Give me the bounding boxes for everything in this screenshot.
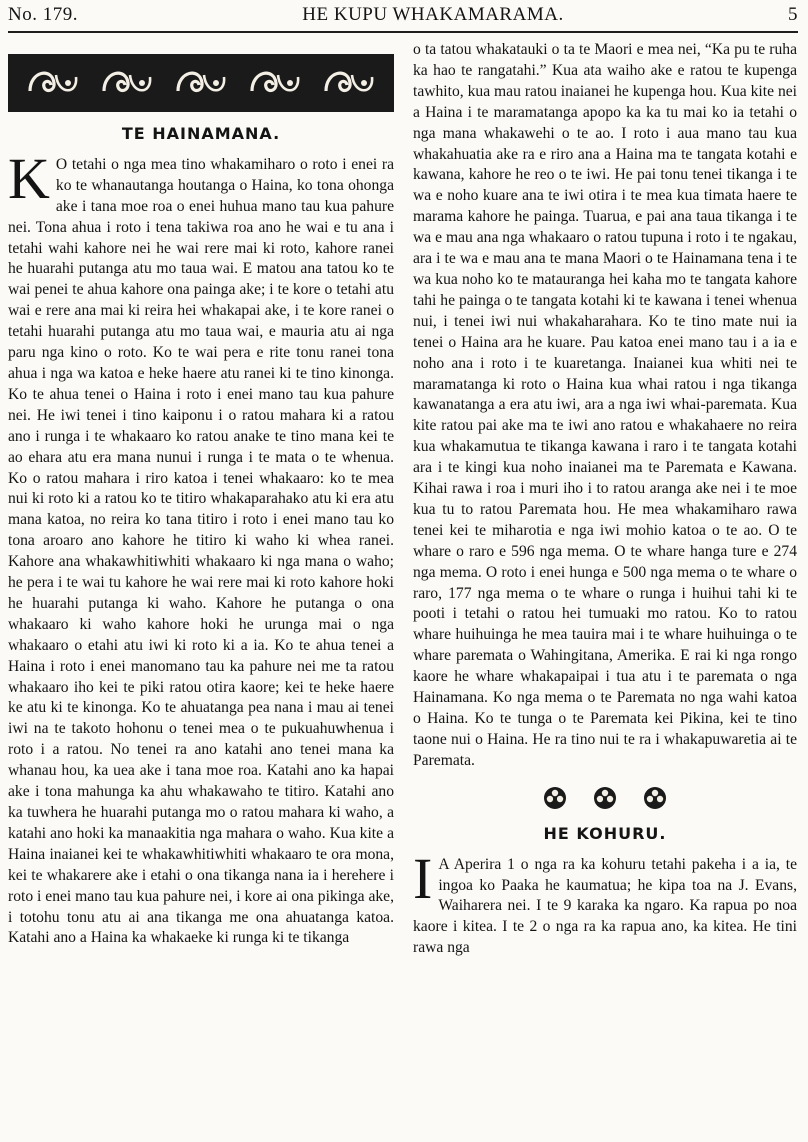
drop-cap: I	[413, 845, 433, 911]
page-header	[8, 4, 798, 28]
flower-icon	[593, 786, 617, 810]
article-title-kohuru: HE KOHURU.	[543, 823, 667, 843]
left-column	[8, 40, 394, 949]
publication-title: HE KUPU WHAKAMARAMA.	[302, 4, 564, 25]
article-body-hainamana	[8, 145, 394, 949]
flower-divider	[413, 786, 797, 810]
scroll-ornament-icon	[246, 61, 304, 105]
decorative-band	[8, 54, 394, 112]
article-body-continued: o ta tatou whakatauki o ta te Maori e mea nei, “Ka pu te ruha ka hao te rangatahi.” Kua ata waiho ake e ratou te kupenga tawhito, kua mau ratou inaianei he kupenga hou. Kua kite nei a Haina i te maramatanga apopo ka ka tu mai ko ia tetahi o nga mana whakawehi o te ao. I roto i aua mano tau kua whakahuatia ake ra e riro ana a Haina ma te tangata kotahi e kawana, kahore he reo o te iwi. He pai tonu tenei tikanga i te wa e noho kuare ana te iwi otira i te mea kua timata haere te marama kahore he painga. Tuarua, e pai ana taua tikanga i te wa e mau ana nga whakaaro o ratou tupuna i roto i te ngakau, ara i te wa e mau ana te mana Maori o te Hainamana tena i te wa kua noho ko te matauranga hei kaha mo te tangata kahore tahi he painga o te tangata kotahi ki te kawana i tenei whenua nui, i tenei iwi nui whakaharahara. Ko te tino mate nui ia tenei o Haina ara he kuare. Pau katoa enei mano tau i a ia e noho ana i roto i te kuaretanga. Inaianei kua whiti nei te maramatanga ki roto o Haina kua whai ratou i nga tikanga kawanatanga a era atu iwi, ara a nga iwi whai-paremata. Kua kite ratou pai ake ma te iwi ano ratou e whakahaere no reira kua whakamutua te tikanga kawana i raro i te tangata kotahi ara i te kingi kua noho inaianei ma te Paremata e Kawana. Kihai rawa i roa i muri iho i to ratou aranga ake nei i te moe kua tu to ratou Paremata hou. He mea whakamiharo rawa tenei kei te miharotia e nga iwi mohio katoa o te ao. O te whare o raro e 596 nga mema. O te whare hanga ture e 274 nga mema. O roto i enei hunga e 500 nga mema o te whare o raro, 177 nga mema o te whare o runga i huihui tahi ki te pooti i tetahi o ratou hei tumuaki mo ratou. Ko to ratou whare huihuinga he mea tauira mai i te whare huihuinga o te whare paremata o Wahingitana, Amerika. E rai ki nga rongo kaore he whare whakapaipai i tua atu i te paremata o nga Hainamana. Ko nga mema o te Paremata no nga wahi katoa o Haina. Ko te tunga o te Paremata kei Pikina, kei te tino taone nui o Haina. He ra tino nui te ra i whakapuwaretia ai te Paremata.	[413, 41, 797, 769]
scroll-ornament-icon	[172, 61, 230, 105]
right-column	[413, 40, 797, 959]
article-text: A Aperira 1 o nga ra ka kohuru tetahi pakeha i a ia, te ingoa ko Paaka he kaumatua; he kipa toa na J. Evans, Waiharera nei. I te 9 karaka ka ngaro. Ka rapua po noa kaore i kitea. I te 2 o nga ra ka rapua ano, ka kitea. He tini rawa nga	[413, 855, 797, 957]
flower-icon	[543, 786, 567, 810]
flower-icon	[643, 786, 667, 810]
scroll-ornament-icon	[98, 61, 156, 105]
page-number: 5	[788, 4, 798, 25]
header-rule	[8, 31, 798, 33]
scroll-ornament-icon	[24, 61, 82, 105]
article-text: O tetahi o nga mea tino whakamiharo o roto i enei ra ko te whanautanga houtanga o Haina, ko tona ohonga ake i tana moe roa o enei huhua mano tau kua pahure nei. Tona ahua i roto i tena takiwa roa ano he wai e tu ana i tetahi wahi kahore nei he wai rere mai ki roto, kahore ranei he huarahi putanga atu mo taua wai. E matou ana tatou ko te wai penei te ahua kahore ona painga ake; i te kore o tetahi atu wai e rere ana mai ki reira hei whakapai ake, i te kore ranei o tetahi huarahi putanga atu mo taua wai, e mauria atu ai nga paru nga kino o roto. Ko te wai pera e rite tonu ranei tona ahua i nga wa katoa e heke haere atu ranei ki te tino kinonga. Ko te ahua tenei o Haina i roto i enei mano tau kua pahure nei. He iwi tenei i tino kaiponu i o ratou mahara ki a ratou ano i runga i te whakaaro ko ratou anake te tino mana kei te ao ehara atu era mana nunui i runga i te mata o te whenua. Ko o ratou mahara i riro katoa i tenei whakaaro: ko te mea nui ki roto ki a ratou ko te titiro whakaparahako atu ki era atu mana katoa, no reira ko tana titiro i roto i enei mano tau ko tona aroaro ano kahore he titiro ki waho ki whea ranei. Kahore ana whakawhitiwhiti whakaaro ki nga mana o waho; he pera i te wai tu kahore he wai rere mai ki roto kahore hoki he huarahi putanga ki waho. Kahore he putanga o ona whakaaro ki waho kahore hoki he urunga mai o nga whakaaro o etahi atu iwi ki roto ki a ia. Ko te ahua tenei a Haina i roto i enei manomano tau ka pahure nei me ta ratou whakaaro iho kei te piki ratou otira kaore; kei te heke haere ke atu ki te kinonga. Ko te ahuatanga pea nana i mau ai tenei iwi na te takoto hohonu o tenei mea o te pukuahuwhenua i roto i a ratou. No tenei ra ano katahi ano tenei mana ka whanau hou, ka uea ake i tana moe roa. Katahi ano ka hapai ake i tona mahunga ka ahu whakawaho te titiro. Katahi ano ka tuwhera he huarahi putanga mo o ratou mahara ki waho, a katahi ano hoki ka manaakitia nga mahara o waho. Kua kite a Haina inaianei kei te whakawhitiwhiti whakaaro te ora mona, kei te whakarere ake i etahi o ona tikanga nana ia i herehere i roto i enei mano tau kua pahure nei, i kore ai ona pikinga ake, i totohu tonu atu ai ana tikanga me ona ahuatanga katoa. Katahi ano a Haina ka whakaeke ki runga ki te tikanga	[8, 155, 394, 947]
article-body-kohuru	[413, 845, 797, 960]
article-title-hainamana: TE HAINAMANA.	[121, 124, 281, 143]
scroll-ornament-icon	[320, 61, 378, 105]
issue-number: No. 179.	[8, 4, 78, 25]
drop-cap: K	[8, 145, 50, 211]
